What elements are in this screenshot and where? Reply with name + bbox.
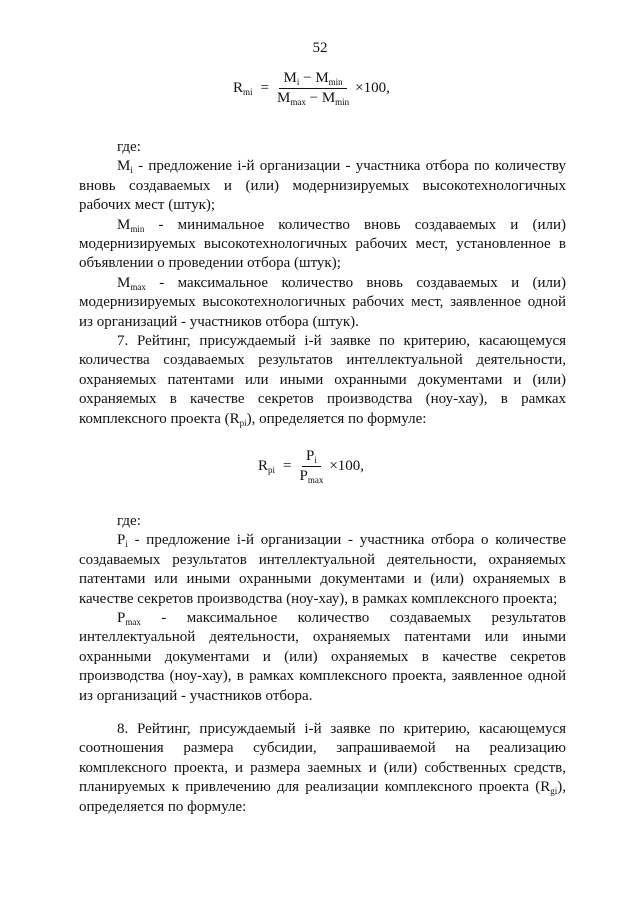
equals-sign: = [283,458,292,474]
fraction [273,70,353,107]
fraction-denominator: $M_{max} - M_{min}$ [277,90,350,107]
where-label: где: [117,513,141,529]
fraction-numerator: $M_i - M_{min}$ [279,70,346,89]
paragraph-block-item-8 [79,720,566,817]
fraction-denominator: $P_{max}$ [299,468,324,485]
definition-mmin: $M_{min}$ - минимальное количество вновь создаваемых и (или) модернизируемых высокотехнологичных рабочих мест, установленное в объявлении о проведении отбора (штук); [79,216,566,272]
fraction [296,448,328,485]
definition-mmax: $M_{max}$ - максимальное количество вновь создаваемых и (или) модернизируемых высокотехнологичных рабочих мест, заявленное одной из организаций - участников отбора (штук). [79,274,566,330]
definition-mi: $M_i$ - предложение i-й организации - участника отбора по количеству вновь создаваемых и (или) модернизируемых высокотехнологичных рабочих мест (штук); [79,158,566,214]
definitions-block-1 [79,138,566,429]
definition-pmax: $P_{max}$ - максимальное количество создаваемых результатов интеллектуальной деятельности, охраняемых патентами или иными охранными документами и (или) охраняемых в качестве секретов производства (ноу-хау), в рамках комплексного проекта, заявленное одной из организаций - участников отбора. [79,610,566,704]
formula-multiplier: ×100, [329,458,365,474]
equals-sign: = [260,80,269,96]
where-label: где: [117,139,141,155]
formula-rpi [258,448,364,485]
formula-rmi [233,70,390,107]
paragraph-item-8: 8. Рейтинг, присуждаемый i-й заявке по критерию, касающемуся соотношения размера субсидии, запрашиваемой на реализацию комплексного проекта, и размера заемных и (или) собственных средств, планируемых к привлечению для реализации комплексного проекта $(R_{gi})$, определяется по формуле: [79,721,566,815]
formula-multiplier: ×100, [355,80,390,96]
formula-lhs: $R_{mi}$ [233,80,253,97]
definition-pi: $P_i$ - предложение i-й организации - участника отбора о количестве создаваемых результатов интеллектуальной деятельности, охраняемых патентами или иными охранными документами и (или) охраняемых в качестве секретов производства (ноу-хау), в рамках комплексного проекта; [79,532,566,607]
fraction-numerator: $P_i$ [302,448,321,467]
page-number: 52 [312,40,328,56]
definitions-block-2 [79,512,566,706]
formula-lhs: $R_{pi}$ [258,458,276,475]
paragraph-item-7: 7. Рейтинг, присуждаемый i-й заявке по критерию, касающемуся количества создаваемых результатов интеллектуальной деятельности, охраняемых патентами или иными охранными документами и (или) охраняемых в качестве секретов производства (ноу-хау), в рамках комплексного проекта $(R_{pi})$, определяется по формуле: [79,333,566,428]
